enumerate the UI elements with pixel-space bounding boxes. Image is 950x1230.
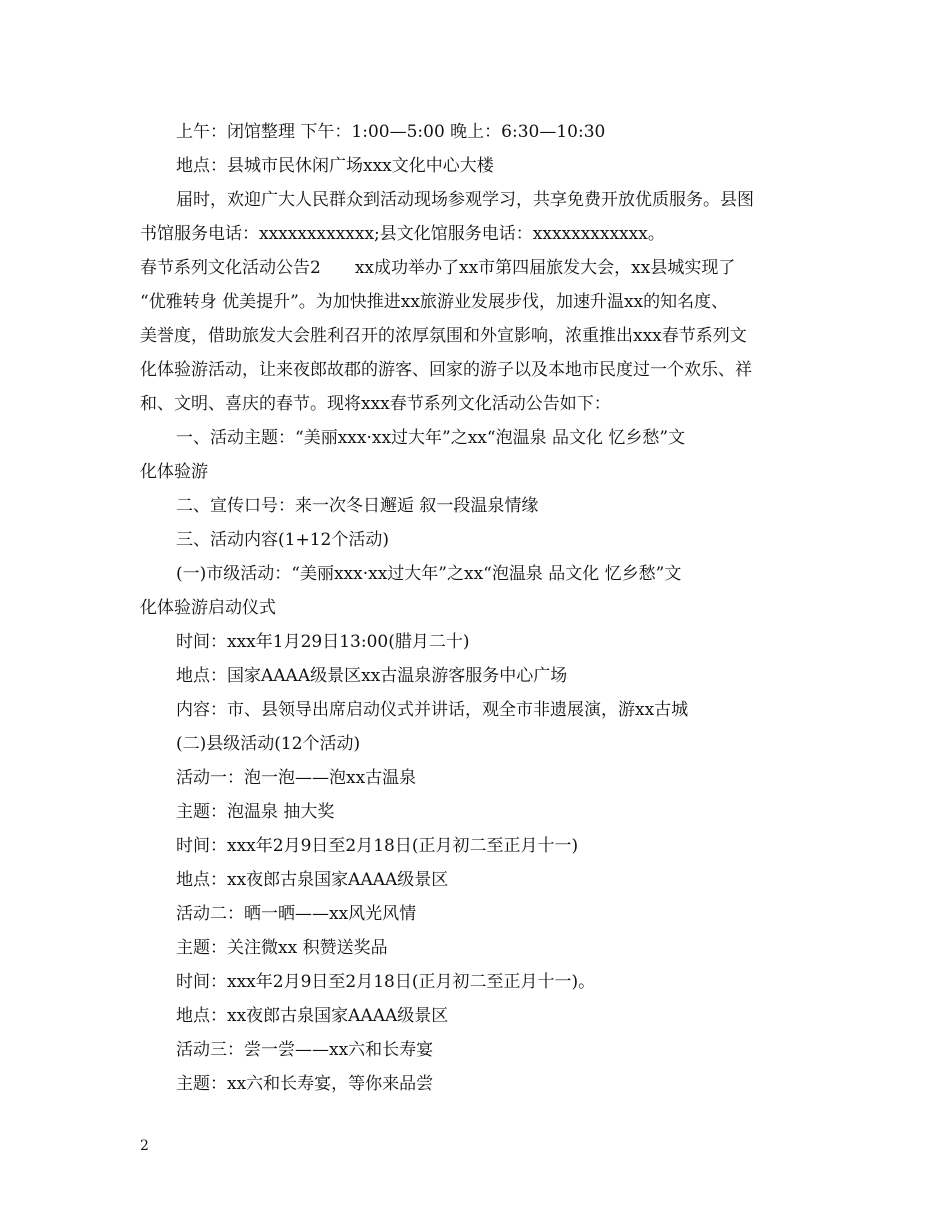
- text-line: 上午：闭馆整理 下午：1:00—5:00 晚上：6:30—10:30: [176, 122, 606, 142]
- text-line: 时间：xxx年2月9日至2月18日(正月初二至正月十一): [176, 836, 579, 856]
- text-line: 化体验游: [140, 462, 208, 482]
- text-line: 主题：xx六和长寿宴，等你来品尝: [176, 1074, 434, 1094]
- text-line: 地点：县城市民休闲广场xxx文化中心大楼: [176, 156, 494, 176]
- text-line: 届时，欢迎广大人民群众到活动现场参观学习，共享免费开放优质服务。县图: [176, 190, 754, 210]
- text-line: 地点：国家AAAA级景区xx古温泉游客服务中心广场: [176, 666, 568, 686]
- text-line: (一)市级活动：“美丽xxx·xx过大年”之xx“泡温泉 品文化 忆乡愁”文: [176, 564, 682, 584]
- text-line: 一、活动主题：“美丽xxx·xx过大年”之xx“泡温泉 品文化 忆乡愁”文: [176, 428, 686, 448]
- text-line: 化体验游活动，让来夜郎故郡的游客、回家的游子以及本地市民度过一个欢乐、祥: [140, 360, 752, 380]
- text-line: 主题：关注微xx 积赞送奖品: [176, 938, 388, 958]
- text-line: 地点：xx夜郎古泉国家AAAA级景区: [176, 1006, 449, 1026]
- text-line: 时间：xxx年1月29日13:00(腊月二十): [176, 632, 470, 652]
- text-line: 内容：市、县领导出席启动仪式并讲话，观全市非遗展演，游xx古城: [176, 700, 689, 720]
- document-body: [140, 115, 830, 1101]
- text-line: “优雅转身 优美提升”。为加快推进xx旅游业发展步伐，加速升温xx的知名度、: [140, 292, 729, 312]
- text-line: 书馆服务电话：xxxxxxxxxxxx;县文化馆服务电话：xxxxxxxxxxxx。: [140, 224, 665, 244]
- text-line: 活动一：泡一泡——泡xx古温泉: [176, 768, 417, 788]
- text-line: 春节系列文化活动公告2 xx成功举办了xx市第四届旅发大会，xx县城实现了: [140, 258, 736, 278]
- text-line: 美誉度，借助旅发大会胜利召开的浓厚氛围和外宣影响，浓重推出xxx春节系列文: [140, 326, 747, 346]
- text-line: 活动三：尝一尝——xx六和长寿宴: [176, 1040, 434, 1060]
- page-number: 2: [140, 1138, 149, 1154]
- text-line: 地点：xx夜郎古泉国家AAAA级景区: [176, 870, 449, 890]
- text-line: 和、文明、喜庆的春节。现将xxx春节系列文化活动公告如下：: [140, 394, 611, 414]
- text-line: 时间：xxx年2月9日至2月18日(正月初二至正月十一)。: [176, 972, 596, 992]
- text-line: 活动二：晒一晒——xx风光风情: [176, 904, 417, 924]
- text-line: 二、宣传口号：来一次冬日邂逅 叙一段温泉情缘: [176, 496, 539, 516]
- text-line: 化体验游启动仪式: [140, 598, 276, 618]
- text-line: 三、活动内容(1+12个活动): [176, 530, 389, 550]
- text-line: 主题：泡温泉 抽大奖: [176, 802, 335, 822]
- text-line: (二)县级活动(12个活动): [176, 734, 361, 754]
